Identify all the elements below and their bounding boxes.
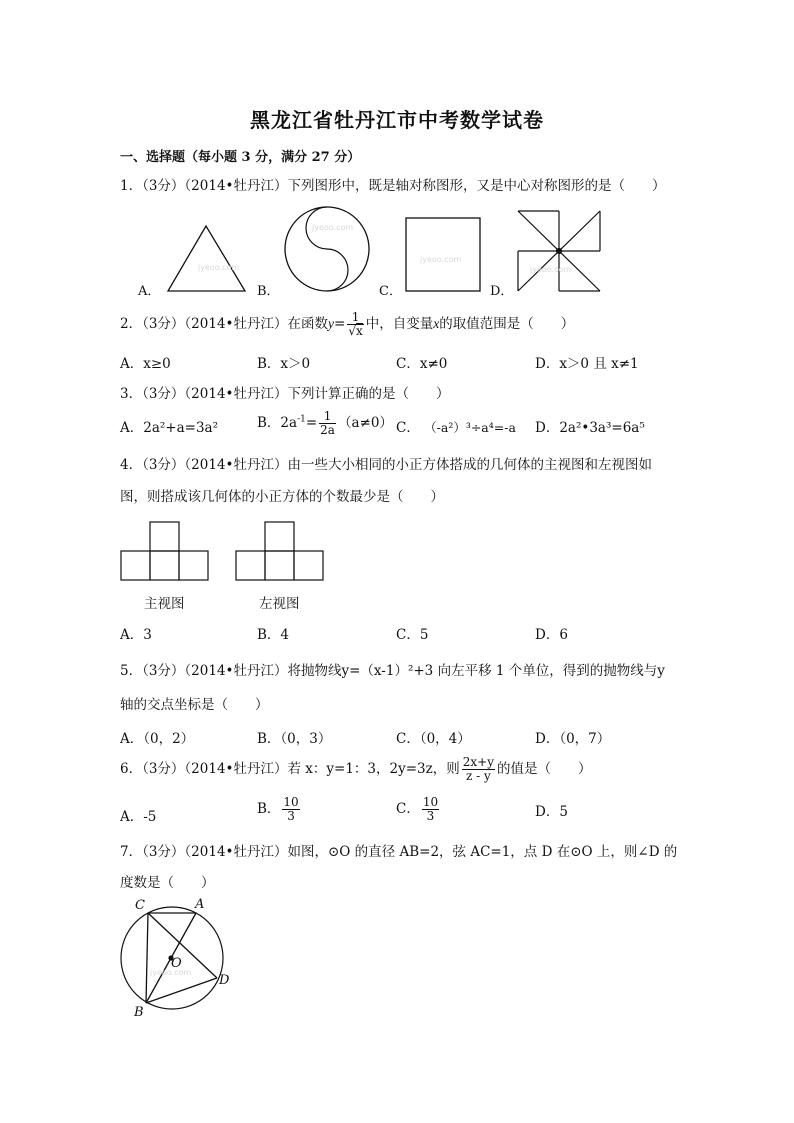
question-1-stem: 1．（3分）（2014•牡丹江）下列图形中，既是轴对称图形，又是中心对称图形的是（ ） bbox=[120, 178, 666, 194]
q2-den: √x bbox=[348, 324, 363, 338]
q1-option-a-label: A． bbox=[138, 284, 161, 299]
q2-x: x bbox=[433, 316, 440, 331]
q4-option-b: B．4 bbox=[257, 627, 290, 643]
question-3-stem: 3．（3分）（2014•牡丹江）下列计算正确的是（ ） bbox=[120, 386, 450, 402]
watermark-text: jyeoo.com bbox=[420, 255, 462, 264]
section-heading: 一、选择题（每小题 3 分，满分 27 分） bbox=[120, 150, 361, 165]
q2-prefix: 2．（3分）（2014•牡丹江）在函数 bbox=[120, 316, 328, 332]
q5-option-d: D．（0，7） bbox=[535, 731, 611, 747]
q2-num: 1 bbox=[347, 311, 363, 325]
q4-option-c: C．5 bbox=[396, 627, 429, 643]
point-d-label: D bbox=[219, 973, 230, 988]
q2-y: y bbox=[328, 316, 334, 331]
q3-b-fraction: $\frac{1}{2a}$ bbox=[320, 409, 335, 437]
question-4-line-2: 图，则搭成该几何体的小正方体的个数最少是（ ） bbox=[120, 489, 444, 505]
q2-option-a: A．x≥0 bbox=[120, 356, 171, 372]
q5-option-b: B．（0，3） bbox=[257, 731, 332, 747]
point-c-label: C bbox=[135, 898, 145, 913]
q2-option-c: C．x≠0 bbox=[396, 356, 448, 372]
chord-cb bbox=[146, 913, 148, 1003]
q2-option-d: D．x＞0 且 x≠1 bbox=[535, 356, 639, 372]
q4-option-a: A．3 bbox=[120, 627, 152, 643]
q3-option-b: B．$2a^{-1}=$ $\frac{1}{2a}$ （a≠0） bbox=[257, 409, 393, 437]
q3-option-a: A．2a²+a=3a² bbox=[120, 420, 219, 436]
point-b-label: B bbox=[134, 1005, 144, 1020]
watermark-text: jyeoo.com bbox=[198, 263, 240, 272]
watermark-text: jyeoo.com bbox=[150, 968, 192, 977]
q6-option-b: B． $\frac{10}{3}$ bbox=[257, 795, 299, 823]
watermark-text: jyeoo.com bbox=[312, 223, 354, 232]
point-a-label: A bbox=[195, 897, 205, 912]
q6-fraction: $\frac{2x+y}{z - y}$ bbox=[462, 755, 494, 783]
q3-option-d: D．2a²•3a³=6a⁵ bbox=[535, 420, 645, 436]
q2-option-b: B．x＞0 bbox=[257, 356, 311, 372]
q6-option-c: C． $\frac{10}{3}$ bbox=[396, 795, 439, 823]
q6-c-fraction: $\frac{10}{3}$ bbox=[422, 795, 439, 823]
q3-option-c: C． （-a²）³÷a⁴=-a bbox=[396, 420, 516, 436]
q2-eq: = bbox=[334, 316, 346, 332]
front-view-label: 主视图 bbox=[144, 596, 185, 612]
question-7-line-2: 度数是（ ） bbox=[120, 875, 215, 891]
point-o-label: O bbox=[171, 956, 182, 971]
q6-option-d: D．5 bbox=[535, 804, 568, 820]
q4-option-d: D．6 bbox=[535, 627, 568, 643]
q5-option-c: C．（0，4） bbox=[396, 731, 471, 747]
watermark-text: jyeoo.com bbox=[530, 265, 572, 274]
q5-option-a: A．（0，2） bbox=[120, 731, 195, 747]
q6-b-fraction: $\frac{10}{3}$ bbox=[283, 795, 299, 823]
page-title: 黑龙江省牡丹江市中考数学试卷 bbox=[250, 108, 544, 132]
chord-bd bbox=[146, 978, 217, 1003]
left-view-label: 左视图 bbox=[259, 596, 300, 612]
q2-suffix2: 的取值范围是（ ） bbox=[439, 316, 575, 332]
q1-option-d-label: D． bbox=[490, 284, 514, 299]
q1-option-c-label: C． bbox=[379, 284, 402, 299]
question-4-line-1: 4．（3分）（2014•牡丹江）由一些大小相同的小正方体搭成的几何体的主视图和左视图如 bbox=[120, 457, 652, 473]
q2-suffix1: 中，自变量 bbox=[365, 316, 434, 332]
q6-option-a: A．-5 bbox=[120, 809, 157, 825]
question-5-line-1: 5．（3分）（2014•牡丹江）将抛物线y=（x-1）²+3 向左平移 1 个单位，得到的抛物线与y bbox=[120, 663, 665, 679]
question-6-stem: 6．（3分）（2014•牡丹江）若 x：y=1：3，2y=3z，则 $\frac{2x+y}{z - y}$ 的值是（ ） bbox=[120, 755, 592, 783]
question-5-line-2: 轴的交点坐标是（ ） bbox=[120, 697, 269, 713]
question-7-line-1: 7．（3分）（2014•牡丹江）如图，⊙O 的直径 AB=2，弦 AC=1，点 D 在⊙O 上，则∠D 的 bbox=[120, 844, 678, 860]
q1-option-b-label: B． bbox=[257, 284, 280, 299]
